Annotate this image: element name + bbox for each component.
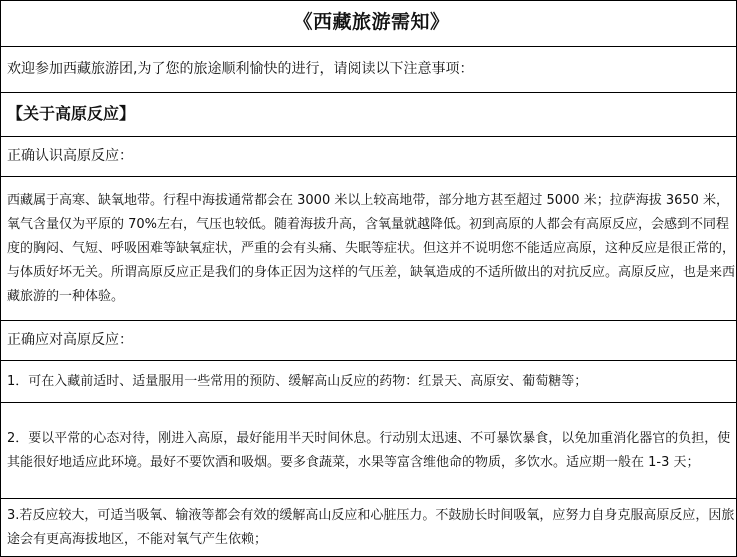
sub1-heading: 正确认识高原反应： — [7, 148, 133, 164]
item3-cell — [1, 499, 737, 557]
item1-cell — [1, 361, 737, 403]
sub1-body: 西藏属于高寒、缺氧地带。行程中海拔通常都会在 3000 米以上较高地带，部分地方甚至超过 5000 米；拉萨海拔 3650 米，氧气含量仅为平原的 70%左右，气压也较低。随着海拔升高，含氧量就越降低。初到高原的人都会有高原反应，会感到不同程度的胸闷、气短、呼吸困难等缺氧症状，严重的会有头痛、失眠等症状。但这并不说明您不能适应高原，这种反应是很正常的，与体质好坏无关。所谓高原反应正是我们的身体正因为这样的气压差，缺氧造成的不适所做出的对抗反应。高原反应，也是来西藏旅游的一种体验。 — [7, 192, 736, 304]
list-item: 1．可在入藏前适时、适量服用一些常用的预防、缓解高山反应的药物：红景天、高原安、葡萄糖等； — [7, 373, 588, 389]
list-item: 3.若反应较大，可适当吸氧、输液等都会有效的缓解高山反应和心脏压力。不鼓励长时间吸氧，应努力自身克服高原反应，因旅途会有更高海拔地区，不能对氧气产生依赖； — [7, 507, 735, 547]
section-heading-row — [1, 93, 737, 137]
title-cell — [1, 1, 737, 47]
list-item: 2．要以平常的心态对待，刚进入高原，最好能用半天时间休息。行动别太迅速、不可暴饮暴食，以免加重消化器官的负担，使其能很好地适应此环境。最好不要饮酒和吸烟。要多食蔬菜，水果等富含维他命的物质，多饮水。适应期一般在 1-3 天； — [7, 430, 731, 470]
sub2-heading-cell — [1, 321, 737, 361]
intro-cell — [1, 47, 737, 93]
item3-row — [1, 499, 737, 557]
sub1-heading-cell — [1, 137, 737, 177]
section-heading-cell — [1, 93, 737, 137]
intro-row — [1, 47, 737, 93]
item2-row — [1, 403, 737, 499]
sub1-body-cell — [1, 177, 737, 321]
sub2-heading-row — [1, 321, 737, 361]
item2-cell — [1, 403, 737, 499]
sub2-heading: 正确应对高原反应： — [7, 332, 133, 348]
sub1-heading-row — [1, 137, 737, 177]
sub1-body-row — [1, 177, 737, 321]
item1-row — [1, 361, 737, 403]
title-row — [1, 1, 737, 47]
section-heading: 【关于高原反应】 — [7, 103, 136, 123]
intro-text: 欢迎参加西藏旅游团,为了您的旅途顺利愉快的进行，请阅读以下注意事项： — [7, 61, 474, 77]
document-title: 《西藏旅游需知》 — [293, 11, 450, 33]
